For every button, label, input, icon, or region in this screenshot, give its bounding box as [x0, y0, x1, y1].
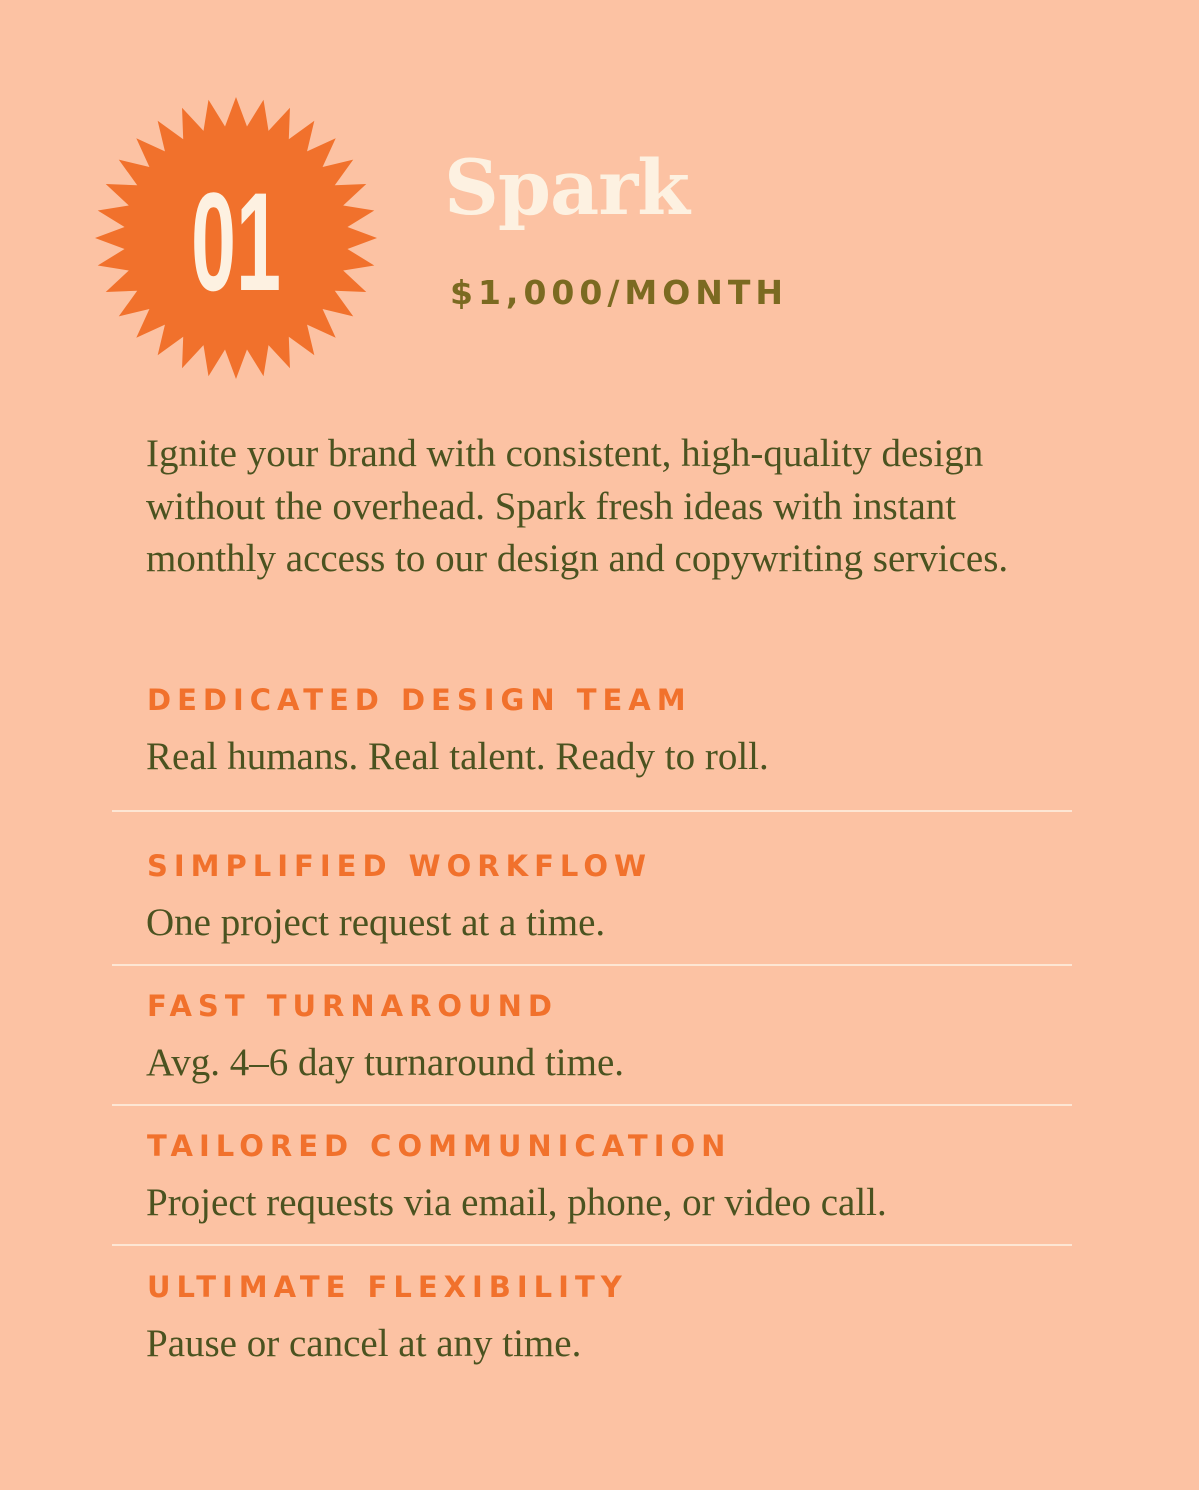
- feature-description: Real humans. Real talent. Ready to roll.: [146, 735, 769, 778]
- plan-price: $1,000/MONTH: [450, 273, 789, 312]
- badge-number: 01: [191, 163, 281, 320]
- feature-title: FAST TURNAROUND: [147, 989, 558, 1023]
- feature-description: Pause or cancel at any time.: [146, 1322, 582, 1365]
- feature-description: Avg. 4–6 day turnaround time.: [146, 1041, 625, 1084]
- feature-title: TAILORED COMMUNICATION: [147, 1129, 732, 1163]
- feature-divider: [112, 1244, 1072, 1246]
- feature-description: Project requests via email, phone, or video call.: [146, 1181, 887, 1224]
- feature-description: One project request at a time.: [146, 901, 606, 944]
- feature-title: DEDICATED DESIGN TEAM: [147, 683, 692, 717]
- feature-title: ULTIMATE FLEXIBILITY: [147, 1270, 628, 1304]
- feature-divider: [112, 810, 1072, 812]
- plan-name: Spark: [444, 143, 689, 232]
- feature-divider: [112, 964, 1072, 966]
- plan-description: Ignite your brand with consistent, high-quality design without the overhead. Spark fresh ideas with instant monthly access to our design and copywriting services.: [146, 432, 1009, 580]
- feature-title: SIMPLIFIED WORKFLOW: [147, 849, 652, 883]
- feature-divider: [112, 1104, 1072, 1106]
